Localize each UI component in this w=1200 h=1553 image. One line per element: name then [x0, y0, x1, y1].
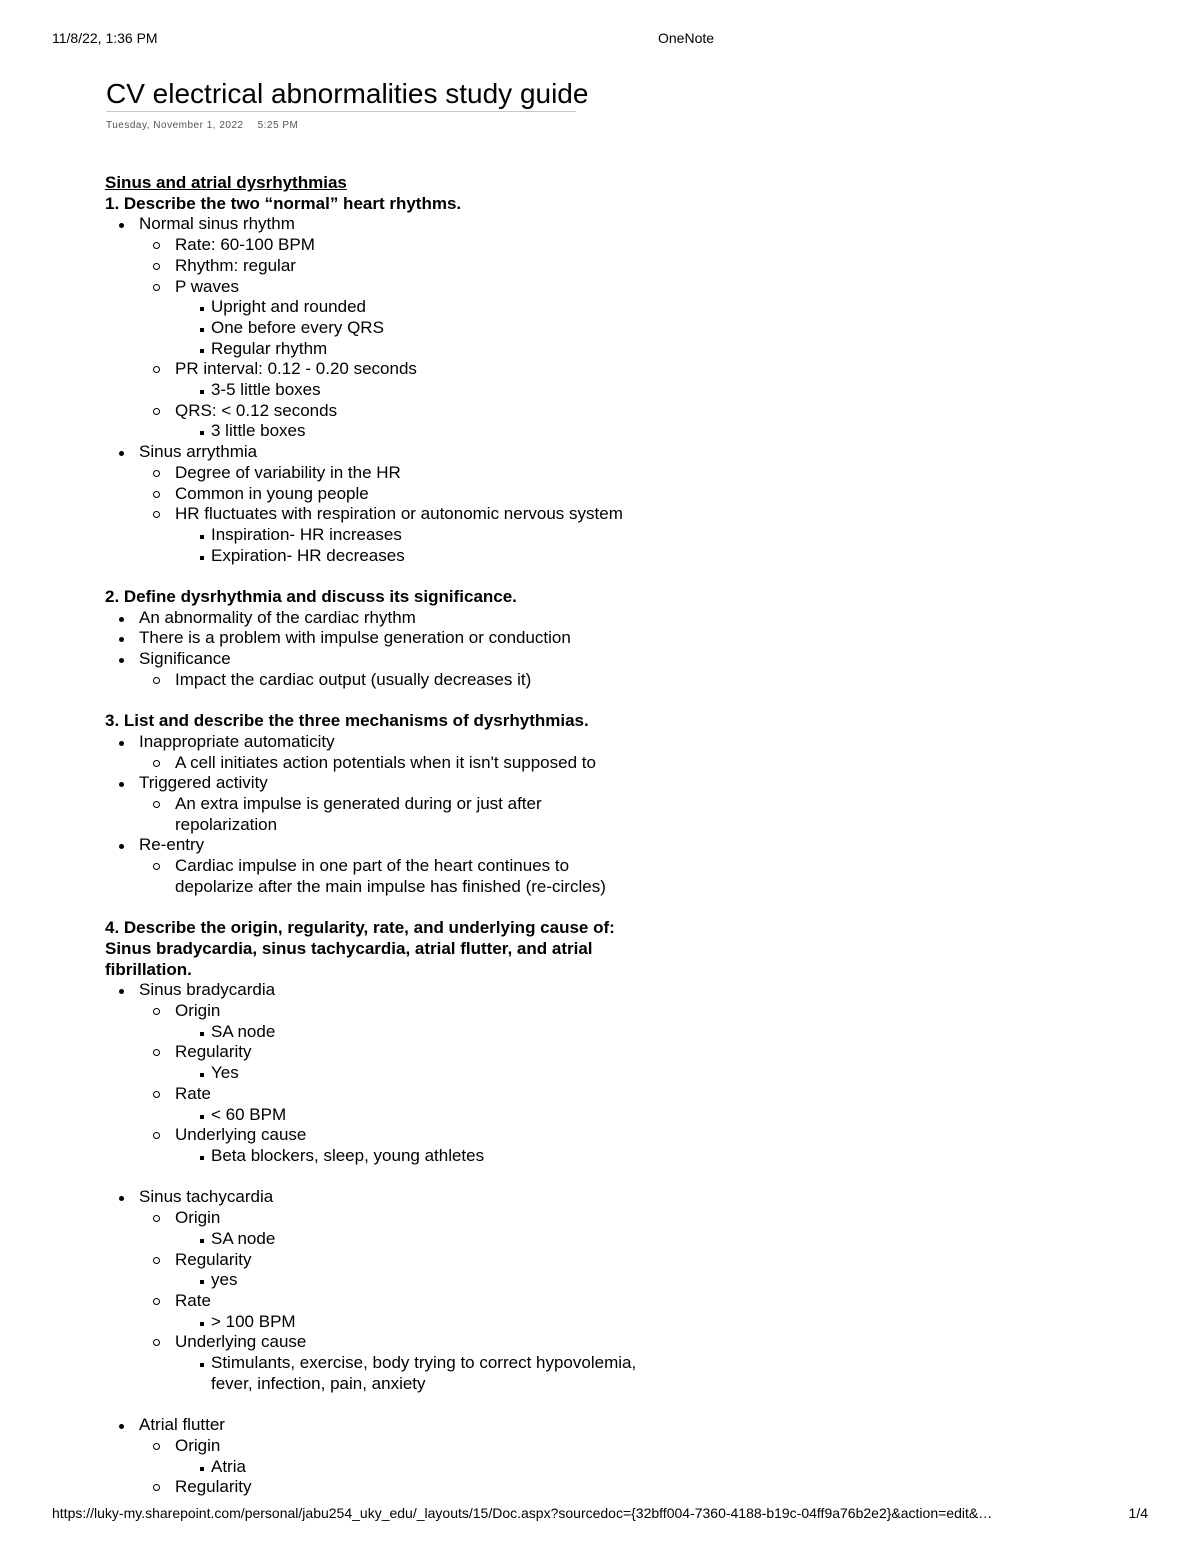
page-title: CV electrical abnormalities study guide [106, 78, 576, 112]
question-2-list [105, 608, 685, 691]
page-url: https://luky-my.sharepoint.com/personal/jabu254_uky_edu/_layouts/15/Doc.aspx?sourcedoc={32bff004-7360-4188-b19c-04ff9a76b2e2}&action=edit&… [52, 1505, 993, 1521]
list-item: Inappropriate automaticity A cell initiates action potentials when it isn't supposed to [105, 732, 685, 773]
list-item: > 100 BPM [175, 1312, 685, 1333]
list-item: HR fluctuates with respiration or autonomic nervous system Inspiration- HR increases Expiration- HR decreases [139, 504, 685, 566]
list-item: < 60 BPM [175, 1105, 685, 1126]
list-item: P waves Upright and rounded One before every QRS Regular rhythm [139, 277, 685, 360]
print-date: 11/8/22, 1:36 PM [52, 30, 158, 46]
list-item: Re-entry Cardiac impulse in one part of the heart continues to depolarize after the main impulse has finished (re-circles) [105, 835, 685, 897]
question-3-heading: 3. List and describe the three mechanisms of dysrhythmias. [105, 711, 589, 731]
list-item: Origin SA node [139, 1001, 685, 1042]
page-time: 5:25 PM [257, 120, 299, 131]
question-4-list-flutter [105, 1415, 685, 1498]
list-item: Origin SA node [139, 1208, 685, 1249]
list-item: Regularity yes [139, 1250, 685, 1291]
list-item: Upright and rounded [175, 297, 685, 318]
print-app-name: OneNote [658, 30, 715, 46]
list-item: Common in young people [139, 484, 685, 505]
list-item: Degree of variability in the HR [139, 463, 685, 484]
print-header [52, 30, 1148, 50]
section-title: Sinus and atrial dysrhythmias [105, 173, 347, 192]
print-footer [52, 1505, 1148, 1525]
list-item: Triggered activity An extra impulse is generated during or just after repolarization [105, 773, 685, 835]
list-item: Sinus arrythmia Degree of variability in the HR Common in young people HR fluctuates with respiration or autonomic nervous system Inspiration- HR increases Expiration- HR decreases [105, 442, 685, 566]
list-item: QRS: < 0.12 seconds 3 little boxes [139, 401, 685, 442]
list-item: A cell initiates action potentials when it isn't supposed to [139, 753, 685, 774]
list-item: Inspiration- HR increases [175, 525, 685, 546]
note-content [105, 173, 685, 1498]
list-item: Significance Impact the cardiac output (usually decreases it) [105, 649, 685, 690]
question-4-list-tachy [105, 1187, 685, 1394]
page-date: Tuesday, November 1, 2022 [106, 120, 244, 131]
list-item: Regular rhythm [175, 339, 685, 360]
page-datetime [106, 120, 298, 131]
question-4-list [105, 980, 685, 1166]
list-item: Yes [175, 1063, 685, 1084]
page-number: 1/4 [1128, 1505, 1148, 1521]
list-item: Underlying cause Stimulants, exercise, body trying to correct hypovolemia, fever, infection, pain, anxiety [139, 1332, 685, 1394]
list-item: Regularity [139, 1477, 685, 1498]
list-item: Origin Atria [139, 1436, 685, 1477]
list-item: Expiration- HR decreases [175, 546, 685, 567]
list-item: Rate: 60-100 BPM [139, 235, 685, 256]
list-item: Sinus tachycardia Origin SA node Regularity yes Rate > 100 BPM Underlying cause Stimulants, exercise, body trying to correct hypovolemia, fever, infection, pain, anxiety [105, 1187, 685, 1394]
list-item: PR interval: 0.12 - 0.20 seconds 3-5 little boxes [139, 359, 685, 400]
list-item: Normal sinus rhythm Rate: 60-100 BPM Rhythm: regular P waves Upright and rounded One before every QRS Regular rhythm PR interval: 0.12 - 0.20 seconds 3-5 little boxes QRS: < 0.12 seconds 3 little boxes [105, 214, 685, 442]
question-2-heading: 2. Define dysrhythmia and discuss its significance. [105, 587, 517, 607]
list-item: Underlying cause Beta blockers, sleep, young athletes [139, 1125, 685, 1166]
list-item: There is a problem with impulse generation or conduction [105, 628, 685, 649]
list-item: SA node [175, 1022, 685, 1043]
list-item: 3 little boxes [175, 421, 685, 442]
list-item: SA node [175, 1229, 685, 1250]
list-item: yes [175, 1270, 685, 1291]
question-3-list [105, 732, 685, 898]
list-item: An extra impulse is generated during or just after repolarization [139, 794, 575, 835]
list-item: Sinus bradycardia Origin SA node Regularity Yes Rate < 60 BPM Underlying cause Beta blockers, sleep, young athletes [105, 980, 685, 1166]
list-item: An abnormality of the cardiac rhythm [105, 608, 685, 629]
list-item: 3-5 little boxes [175, 380, 685, 401]
question-1-list [105, 214, 685, 566]
list-item: Rate > 100 BPM [139, 1291, 685, 1332]
list-item: Atria [175, 1457, 685, 1478]
list-item: Regularity Yes [139, 1042, 685, 1083]
list-item: Beta blockers, sleep, young athletes [175, 1146, 685, 1167]
list-item: Rhythm: regular [139, 256, 685, 277]
list-item: Rate < 60 BPM [139, 1084, 685, 1125]
list-item: Stimulants, exercise, body trying to correct hypovolemia, fever, infection, pain, anxiety [175, 1353, 671, 1394]
list-item: Atrial flutter Origin Atria Regularity [105, 1415, 685, 1498]
question-1-heading: 1. Describe the two “normal” heart rhythms. [105, 193, 462, 213]
list-item: Cardiac impulse in one part of the heart continues to depolarize after the main impulse has finished (re-circles) [139, 856, 625, 897]
question-4-heading: 4. Describe the origin, regularity, rate, and underlying cause of: Sinus bradycardia, sinus tachycardia, atrial flutter, and atrial fibrillation. [105, 918, 615, 979]
list-item: Impact the cardiac output (usually decreases it) [139, 670, 685, 691]
list-item: One before every QRS [175, 318, 685, 339]
